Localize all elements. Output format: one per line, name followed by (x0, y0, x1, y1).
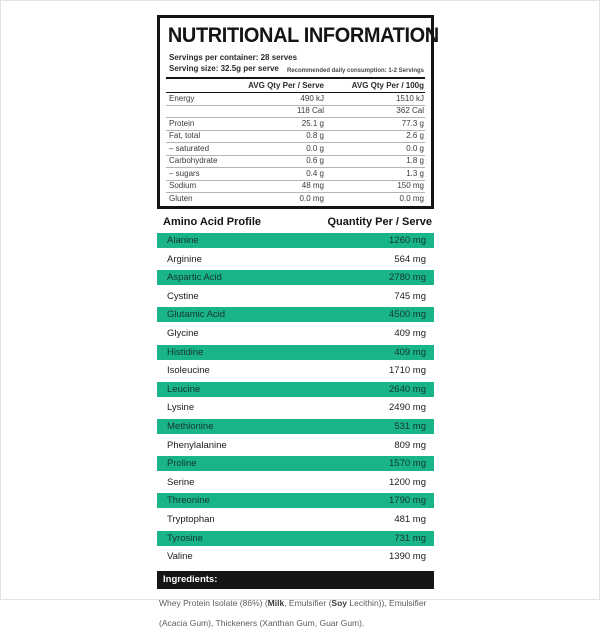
column-header-per-100g: AVG Qty Per / 100g (351, 81, 424, 90)
nutrition-row (166, 131, 425, 144)
amino-acid-row (157, 400, 434, 415)
amino-acid-name: Proline (167, 458, 197, 470)
amino-acid-row (157, 493, 434, 508)
nutrient-value-per-100g: 0.0 g (406, 143, 424, 153)
amino-acid-name: Cystine (167, 290, 199, 302)
column-header-spacer (169, 81, 228, 90)
nutrient-value-per-100g: 1.8 g (406, 156, 424, 165)
amino-acid-name: Lysine (167, 402, 195, 414)
nutrient-label: Energy (169, 93, 195, 103)
nutrient-value-per-100g: 362 Cal (396, 106, 424, 115)
nutrient-label: Gluten (169, 193, 193, 203)
amino-acid-row (157, 326, 434, 341)
amino-acid-name: Serine (167, 476, 195, 488)
amino-acid-row (157, 531, 434, 546)
nutrient-value-per-serve: 0.6 g (306, 156, 324, 165)
amino-acid-value: 481 mg (394, 513, 426, 525)
amino-acid-row (157, 382, 434, 397)
amino-acid-name: Histidine (167, 346, 204, 358)
nutrient-label: Sodium (169, 181, 197, 190)
amino-acid-row (157, 345, 434, 360)
amino-acid-name: Threonine (167, 495, 210, 507)
nutrition-row (166, 93, 425, 106)
amino-acid-value: 564 mg (394, 253, 426, 265)
amino-acid-name: Glutamic Acid (167, 309, 226, 321)
amino-acid-row (157, 475, 434, 490)
amino-acid-name: Phenylalanine (167, 439, 227, 451)
amino-acid-header-row (157, 216, 434, 228)
column-header-per-serve: AVG Qty Per / Serve (248, 81, 324, 90)
nutrition-label (157, 15, 439, 633)
nutrient-label (169, 107, 228, 116)
amino-acid-row (157, 363, 434, 378)
amino-acid-value: 745 mg (394, 290, 426, 302)
nutrient-label: Carbohydrate (169, 156, 218, 165)
nutrition-facts-box (157, 15, 439, 209)
amino-acid-value: 409 mg (394, 327, 426, 339)
nutrition-row (166, 143, 425, 156)
nutrition-row (166, 181, 425, 194)
amino-acid-value: 531 mg (394, 420, 426, 432)
nutrient-value-per-100g: 1.3 g (406, 168, 424, 178)
nutrient-label: – saturated (169, 143, 210, 153)
amino-acid-value: 1390 mg (389, 551, 426, 563)
nutrient-label: – sugars (169, 168, 200, 178)
amino-acid-row (157, 419, 434, 434)
amino-acid-name: Alanine (167, 235, 199, 246)
nutrient-value-per-serve: 48 mg (301, 181, 324, 190)
ingredient-segment: Lecithin)), Emulsifier (Acacia Gum), Thickeners (Xanthan Gum, Guar Gum). (159, 598, 427, 629)
nutrient-value-per-100g: 1510 kJ (395, 93, 424, 103)
amino-acid-value: 1260 mg (389, 235, 426, 246)
amino-acid-header-title: Amino Acid Profile (163, 216, 261, 228)
nutrient-label: Fat, total (169, 131, 201, 140)
nutrient-value-per-serve: 0.8 g (306, 131, 324, 140)
serving-size-row (166, 63, 425, 74)
servings-per-container: Servings per container: 28 serves (169, 53, 298, 62)
amino-acid-value: 1200 mg (389, 476, 426, 488)
nutrition-row (166, 156, 425, 169)
amino-acid-value: 809 mg (394, 439, 426, 451)
amino-acid-value: 1570 mg (389, 458, 426, 470)
amino-acid-value: 2780 mg (389, 272, 426, 284)
amino-acid-table-body (157, 233, 434, 564)
amino-acid-row (157, 549, 434, 564)
nutrient-value-per-100g: 0.0 mg (399, 193, 424, 203)
nutrition-row (166, 106, 425, 119)
nutrient-value-per-serve: 490 kJ (300, 93, 324, 103)
amino-acid-row (157, 270, 434, 285)
column-header-row (166, 79, 425, 93)
nutrition-row (166, 168, 425, 181)
amino-acid-row (157, 233, 434, 248)
amino-acid-value: 2640 mg (389, 383, 426, 395)
ingredient-allergen: Soy (331, 598, 348, 609)
amino-acid-row (157, 512, 434, 527)
amino-acid-value: 731 mg (394, 532, 426, 544)
recommended-daily-consumption: Recommended daily consumption: 1-2 Servings (286, 68, 424, 74)
nutrient-value-per-serve: 0.4 g (306, 168, 324, 178)
amino-acid-name: Isoleucine (167, 365, 210, 377)
ingredients-text (157, 589, 434, 633)
amino-acid-name: Tyrosine (167, 532, 203, 544)
nutrition-title: NUTRITIONAL INFORMATION (167, 24, 439, 47)
ingredients-bar: Ingredients: (157, 571, 434, 589)
nutrition-row (166, 193, 425, 206)
amino-acid-value: 409 mg (394, 346, 426, 358)
nutrition-table-body (166, 93, 425, 206)
nutrient-value-per-100g: 77.3 g (401, 118, 424, 128)
amino-acid-name: Aspartic Acid (167, 272, 222, 284)
amino-acid-row (157, 307, 434, 322)
nutrient-value-per-serve: 118 Cal (297, 106, 324, 115)
amino-acid-value: 2490 mg (389, 402, 426, 414)
nutrient-label: Protein (169, 118, 195, 128)
amino-acid-name: Leucine (167, 383, 201, 395)
amino-acid-value: 4500 mg (389, 309, 426, 321)
amino-acid-row (157, 456, 434, 471)
amino-acid-row (157, 252, 434, 267)
nutrient-value-per-serve: 0.0 g (306, 143, 324, 153)
amino-acid-name: Methionine (167, 420, 214, 432)
amino-acid-name: Tryptophan (167, 513, 215, 525)
ingredient-segment: , Emulsifier ( (284, 598, 332, 609)
nutrient-value-per-100g: 2.6 g (406, 131, 424, 140)
amino-acid-row (157, 438, 434, 453)
nutrient-value-per-serve: 0.0 mg (299, 193, 324, 203)
nutrition-row (166, 118, 425, 131)
amino-acid-row (157, 289, 434, 304)
amino-acid-header-quantity: Quantity Per / Serve (327, 216, 432, 228)
amino-acid-value: 1790 mg (389, 495, 426, 507)
ingredient-segment: Whey Protein Isolate (86%) ( (159, 598, 268, 609)
nutrient-value-per-serve: 25.1 g (301, 118, 324, 128)
amino-acid-name: Arginine (167, 253, 202, 265)
amino-acid-name: Valine (167, 551, 193, 563)
nutrient-value-per-100g: 150 mg (397, 181, 424, 190)
amino-acid-value: 1710 mg (389, 365, 426, 377)
ingredient-allergen: Milk (267, 598, 285, 609)
amino-acid-name: Glycine (167, 327, 199, 339)
serving-size: Serving size: 32.5g per serve (169, 64, 279, 73)
